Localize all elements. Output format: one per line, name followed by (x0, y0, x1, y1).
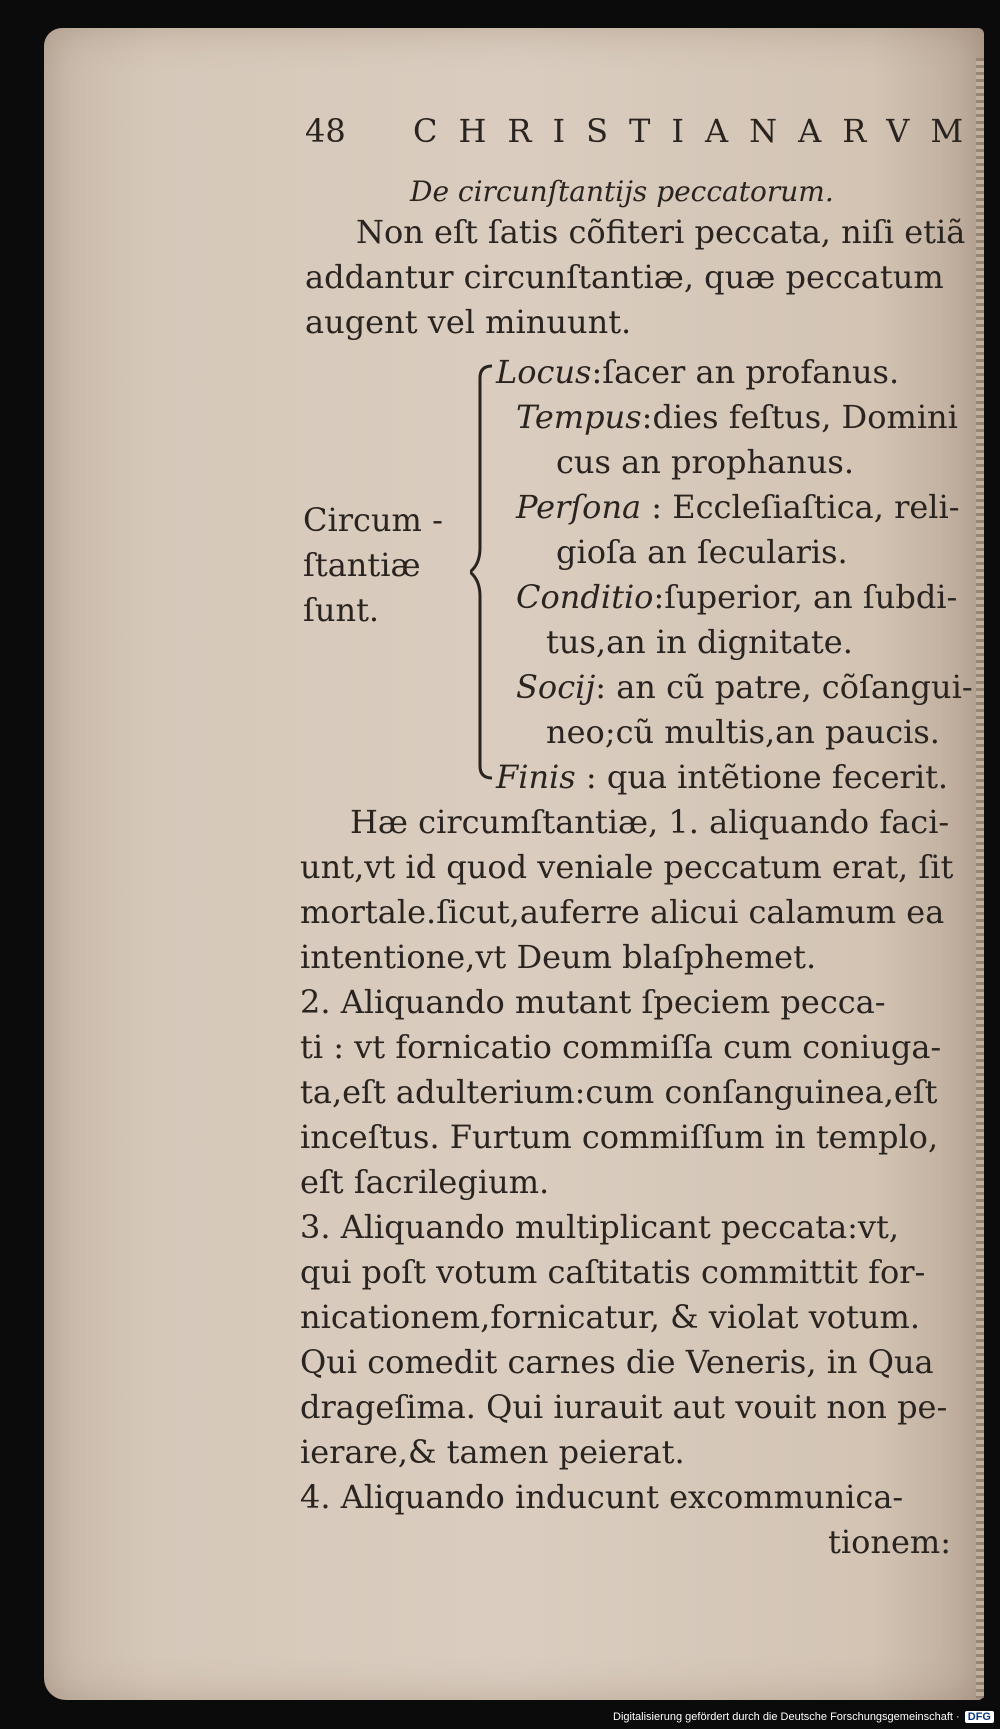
text-line: augent vel minuunt. (305, 303, 632, 341)
page-header (305, 112, 985, 152)
circumstance-item-persona (516, 487, 960, 527)
circumstance-term: Tempus (516, 398, 642, 436)
circumstance-text: :dies feſtus, Domini (641, 398, 958, 436)
text-line: Hæ circumſtantiæ, 1. aliquando faci- (350, 803, 950, 841)
text-line: ierare,& tamen peierat. (300, 1433, 685, 1471)
text-line: Non eſt ſatis cõfiteri peccata, niſi etiã (356, 213, 966, 251)
circumstance-text: :ſacer an profanus. (591, 353, 900, 391)
circumstance-item-tempus (516, 397, 958, 437)
circumstances-label-line: ſtantiæ (303, 546, 421, 584)
running-title: CHRISTIANARVM (413, 112, 985, 150)
circumstance-text: : Eccleſiaſtica, reli- (641, 488, 960, 526)
section-heading: De circunſtantijs peccatorum. (410, 175, 834, 208)
text-line: ta,eſt adulterium:cum conſanguinea,eſt (300, 1073, 938, 1111)
circumstance-term: Perſona (516, 488, 642, 526)
circumstance-continuation: cus an prophanus. (556, 443, 855, 481)
text-line: 2. Aliquando mutant ſpeciem pecca- (300, 983, 886, 1021)
circumstance-text: : an cũ patre, cõſangui- (595, 668, 973, 706)
circumstance-term: Locus (496, 353, 592, 391)
text-line: eſt ſacrilegium. (300, 1163, 550, 1201)
digitization-footer (613, 1711, 994, 1723)
text-line: 4. Aliquando inducunt excommunica- (300, 1478, 904, 1516)
curly-brace (470, 362, 500, 782)
circumstances-label-line: ſunt. (303, 591, 380, 629)
page-number: 48 (305, 112, 346, 150)
circumstance-continuation: neo;cũ multis,an paucis. (546, 713, 940, 751)
text-line: Qui comedit carnes die Veneris, in Qua (300, 1343, 934, 1381)
circumstance-item-finis (496, 757, 948, 797)
text-line: nicationem,fornicatur, & violat votum. (300, 1298, 921, 1336)
circumstance-term: Socij (516, 668, 596, 706)
dfg-logo: DFG (965, 1711, 994, 1723)
text-line: inceſtus. Furtum commiſſum in templo, (300, 1118, 939, 1156)
circumstance-item-socij (516, 667, 973, 707)
circumstance-text: : qua intẽtione fecerit. (575, 758, 949, 796)
text-line: tionem: (828, 1523, 952, 1561)
footer-text: Digitalisierung gefördert durch die Deutsche Forschungsgemeinschaft · (613, 1711, 960, 1723)
circumstance-term: Conditio (516, 578, 654, 616)
page-edge (976, 58, 984, 1698)
circumstance-continuation: tus,an in dignitate. (546, 623, 853, 661)
text-line: ti : vt fornicatio commiſſa cum coniuga- (300, 1028, 942, 1066)
circumstance-item-conditio (516, 577, 957, 617)
circumstances-label-line: Circum - (303, 501, 443, 539)
text-line: intentione,vt Deum blaſphemet. (300, 938, 817, 976)
circumstance-item-locus (496, 352, 899, 392)
text-line: addantur circunſtantiæ, quæ peccatum (305, 258, 944, 296)
text-line: mortale.ſicut,auferre alicui calamum ea (300, 893, 945, 931)
text-line: qui poſt votum caſtitatis committit for- (300, 1253, 926, 1291)
text-line: unt,vt id quod veniale peccatum erat, ſit (300, 848, 954, 886)
text-line: drageſima. Qui iurauit aut vouit non pe- (300, 1388, 948, 1426)
text-line: 3. Aliquando multiplicant peccata:vt, (300, 1208, 900, 1246)
circumstance-continuation: gioſa an ſecularis. (556, 533, 848, 571)
circumstance-text: :ſuperior, an ſubdi- (653, 578, 958, 616)
circumstance-term: Finis (496, 758, 576, 796)
